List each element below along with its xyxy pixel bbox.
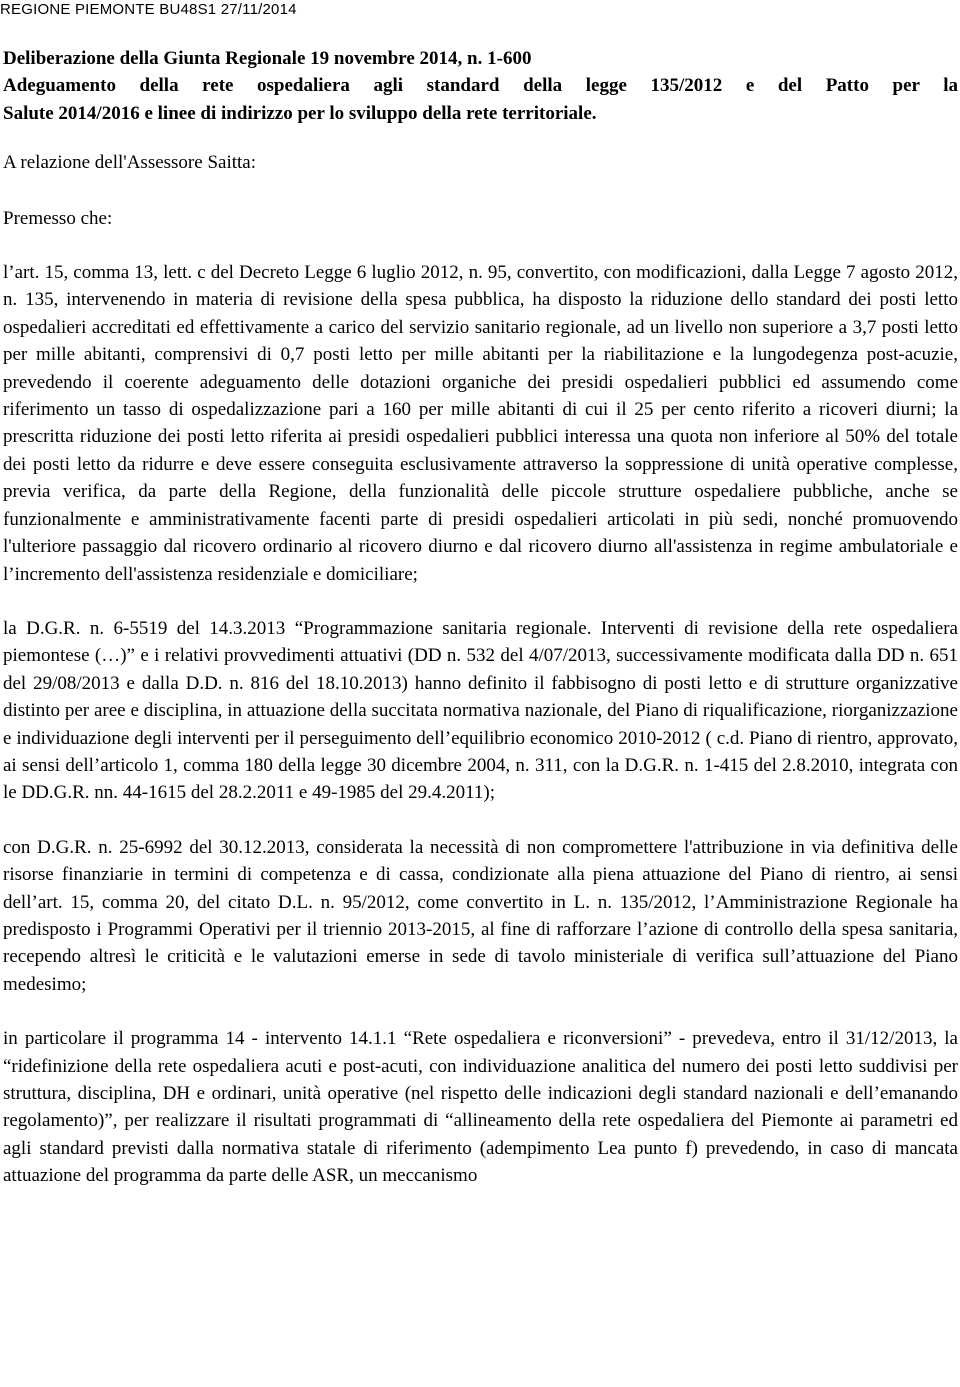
deliberation-title [3, 45, 958, 127]
rapporteur-line: A relazione dell'Assessore Saitta: [3, 152, 256, 174]
title-line-3: Salute 2014/2016 e linee di indirizzo per lo sviluppo della rete territoriale. [3, 102, 597, 124]
premise-heading: Premesso che: [3, 207, 113, 229]
paragraph-decree-law: l’art. 15, comma 13, lett. c del Decreto Legge 6 luglio 2012, n. 95, convertito, con modificazioni, dalla Legge 7 agosto 2012, n. 135, intervenendo in materia di revisione della spesa pubblica, ha disposto la riduzione dello standard dei posti letto ospedalieri accreditati ed effettivamente a carico del servizio sanitario regionale, ad un livello non superiore a 3,7 posti letto per mille abitanti, comprensivi di 0,7 posti letto per mille abitanti per la riabilitazione e la lungodegenza post-acuzie, prevedendo il coerente adeguamento delle dotazioni organiche dei presidi ospedalieri pubblici ed assumendo come riferimento un tasso di ospedalizzazione pari a 160 per mille abitanti di cui il 25 per cento riferito a ricoveri diurni; la prescritta riduzione dei posti letto riferita ai presidi ospedalieri pubblici interessa una quota non inferiore al 50% del totale dei posti letto da ridurre e deve essere conseguita esclusivamente attraverso la soppressione di unità operative complesse, previa verifica, da parte della Regione, della funzionalità delle piccole strutture ospedaliere pubbliche, anche se funzionalmente e amministrativamente facenti parte di presidi ospedalieri articolati in più sedi, nonché promuovendo l'ulteriore passaggio dal ricovero ordinario al ricovero diurno e dal ricovero diurno all'assistenza in regime ambulatoriale e l’incremento dell'assistenza residenziale e domiciliare; [3, 262, 958, 585]
paragraph-program-14: in particolare il programma 14 - intervento 14.1.1 “Rete ospedaliera e riconversioni” - prevedeva, entro il 31/12/2013, la “ridefinizione della rete ospedaliera acuti e post-acuti, con individuazione analitica del numero dei posti letto suddivisi per struttura, disciplina, DH e ordinari, unità operative (nel rispetto delle indicazioni degli standard nazionali e dell’emanando regolamento)”, per realizzare il risultati programmati di “allineamento della rete ospedaliera del Piemonte ai parametri ed agli standard previsti dalla normativa statale di riferimento (adempimento Lea punto f) prevedendo, in caso di mancata attuazione del programma da parte delle ASR, un meccanismo [3, 1028, 958, 1187]
title-line-2: Adeguamento della rete ospedaliera agli standard della legge 135/2012 e del Patto per la [3, 75, 958, 97]
bulletin-header: REGIONE PIEMONTE BU48S1 27/11/2014 [0, 1, 297, 18]
document-body [3, 45, 958, 1190]
paragraph-dgr-6-5519: la D.G.R. n. 6-5519 del 14.3.2013 “Programmazione sanitaria regionale. Interventi di revisione della rete ospedaliera piemontese (…)” e i relativi provvedimenti attuativi (DD n. 532 del 4/07/2013, successivamente modificata dalla DD n. 651 del 29/08/2013 e dalla D.D. n. 816 del 18.10.2013) hanno definito il fabbisogno di posti letto e di strutture organizzative distinto per aree e disciplina, in attuazione della succitata normativa nazionale, del Piano di riqualificazione, riorganizzazione e individuazione degli interventi per il perseguimento dell’equilibrio economico 2010-2012 ( c.d. Piano di rientro, approvato, ai sensi dell’articolo 1, comma 180 della legge 30 dicembre 2004, n. 311, con la D.G.R. n. 1-415 del 2.8.2010, integrata con le DD.G.R. nn. 44-1615 del 28.2.2011 e 49-1985 del 29.4.2011); [3, 617, 958, 804]
title-line-1: Deliberazione della Giunta Regionale 19 novembre 2014, n. 1-600 [3, 48, 532, 69]
paragraph-dgr-25-6992: con D.G.R. n. 25-6992 del 30.12.2013, considerata la necessità di non compromettere l'attribuzione in via definitiva delle risorse finanziarie in termini di competenza e di cassa, condizionate alla piena attuazione del Piano di rientro, ai sensi dell’art. 15, comma 20, del citato D.L. n. 95/2012, come convertito in L. n. 135/2012, l’Amministrazione Regionale ha predisposto i Programmi Operativi per il triennio 2013-2015, al fine di rafforzare l’azione di controllo della spesa sanitaria, recependo altresì le criticità e le valutazioni emerse in sede di tavolo ministeriale di verifica sull’attuazione del Piano medesimo; [3, 836, 958, 995]
